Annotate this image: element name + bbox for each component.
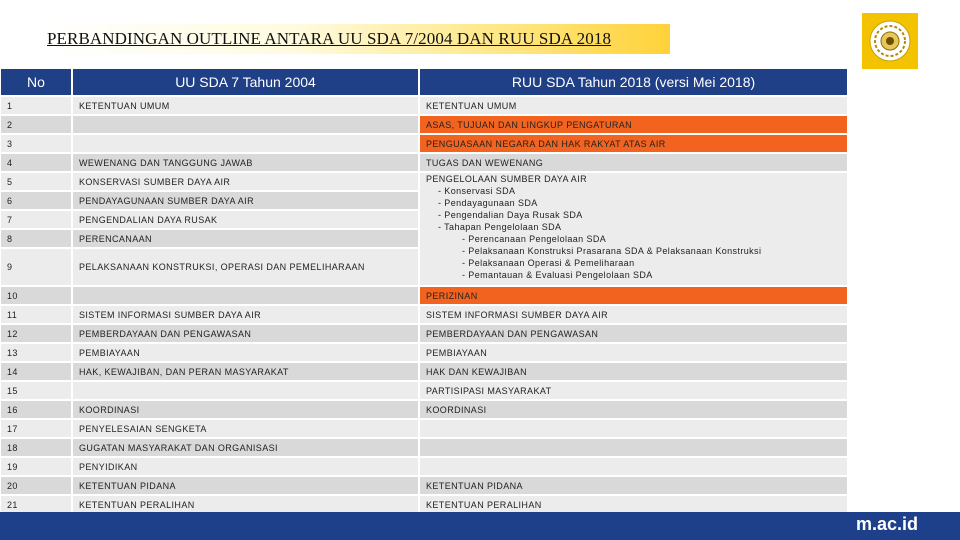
- ruu-cell: [419, 438, 848, 457]
- uu-cell: PERENCANAAN: [72, 229, 419, 248]
- uu-cell: WEWENANG DAN TANGGUNG JAWAB: [72, 153, 419, 172]
- row-number: 12: [0, 324, 72, 343]
- table-row: [0, 438, 848, 457]
- row-number: 17: [0, 419, 72, 438]
- uu-cell: HAK, KEWAJIBAN, DAN PERAN MASYARAKAT: [72, 362, 419, 381]
- outline-comparison-table: [0, 68, 848, 533]
- row-number: 10: [0, 286, 72, 305]
- uu-cell: KETENTUAN UMUM: [72, 96, 419, 115]
- merged-item: - Pendayagunaan SDA: [438, 198, 538, 208]
- header-uu-2004: UU SDA 7 Tahun 2004: [72, 68, 419, 96]
- uu-cell: KETENTUAN PIDANA: [72, 476, 419, 495]
- table-row: [0, 286, 848, 305]
- ruu-cell-highlighted: PENGUASAAN NEGARA DAN HAK RAKYAT ATAS AIR: [419, 134, 848, 153]
- row-number: 3: [0, 134, 72, 153]
- row-number: 4: [0, 153, 72, 172]
- merged-subitem: - Pelaksanaan Operasi & Pemeliharaan: [462, 258, 635, 268]
- merged-item: - Tahapan Pengelolaan SDA: [438, 222, 562, 232]
- merged-title: PENGELOLAAN SUMBER DAYA AIR: [426, 174, 588, 184]
- ruu-cell-highlighted: PERIZINAN: [419, 286, 848, 305]
- uu-cell: GUGATAN MASYARAKAT DAN ORGANISASI: [72, 438, 419, 457]
- row-number: 15: [0, 381, 72, 400]
- table-row: [0, 362, 848, 381]
- ruu-cell: HAK DAN KEWAJIBAN: [419, 362, 848, 381]
- uu-cell: PEMBIAYAAN: [72, 343, 419, 362]
- row-number: 14: [0, 362, 72, 381]
- table-row: [0, 305, 848, 324]
- header-no: No: [0, 68, 72, 96]
- row-number: 9: [0, 248, 72, 286]
- uu-cell: PEMBERDAYAAN DAN PENGAWASAN: [72, 324, 419, 343]
- table-row: [0, 172, 848, 191]
- merged-item: - Pengendalian Daya Rusak SDA: [438, 210, 583, 220]
- uu-cell: [72, 115, 419, 134]
- uu-cell: [72, 134, 419, 153]
- ruu-merged-cell: [419, 172, 848, 286]
- ruu-cell: KETENTUAN PIDANA: [419, 476, 848, 495]
- row-number: 20: [0, 476, 72, 495]
- row-number: 16: [0, 400, 72, 419]
- merged-subitem: - Pemantauan & Evaluasi Pengelolaan SDA: [462, 270, 653, 280]
- row-number: 2: [0, 115, 72, 134]
- table-row: [0, 153, 848, 172]
- merged-item: - Konservasi SDA: [438, 186, 516, 196]
- uu-cell: KOORDINASI: [72, 400, 419, 419]
- uu-cell: PENDAYAGUNAAN SUMBER DAYA AIR: [72, 191, 419, 210]
- footer-bar: [0, 512, 960, 540]
- uu-cell: KETENTUAN PERALIHAN: [72, 495, 419, 514]
- university-seal-icon: [862, 13, 918, 69]
- uu-cell: [72, 286, 419, 305]
- ruu-cell: [419, 419, 848, 438]
- merged-subitem: - Pelaksanaan Konstruksi Prasarana SDA & Pelaksanaan Konstruksi: [462, 246, 762, 256]
- ruu-cell: PEMBERDAYAAN DAN PENGAWASAN: [419, 324, 848, 343]
- ruu-cell: KETENTUAN PERALIHAN: [419, 495, 848, 514]
- footer-domain-text: m.ac.id: [855, 514, 918, 534]
- uu-cell: [72, 381, 419, 400]
- table-row: [0, 400, 848, 419]
- row-number: 5: [0, 172, 72, 191]
- row-number: 7: [0, 210, 72, 229]
- ruu-cell: [419, 457, 848, 476]
- ruu-cell: KOORDINASI: [419, 400, 848, 419]
- table-row: [0, 343, 848, 362]
- uu-cell: SISTEM INFORMASI SUMBER DAYA AIR: [72, 305, 419, 324]
- row-number: 13: [0, 343, 72, 362]
- uu-cell: PENYIDIKAN: [72, 457, 419, 476]
- header-ruu-2018: RUU SDA Tahun 2018 (versi Mei 2018): [419, 68, 848, 96]
- table-row: [0, 324, 848, 343]
- uu-cell: PENYELESAIAN SENGKETA: [72, 419, 419, 438]
- table-row: [0, 115, 848, 134]
- table-row: [0, 381, 848, 400]
- table-row: [0, 96, 848, 115]
- ruu-cell-highlighted: ASAS, TUJUAN DAN LINGKUP PENGATURAN: [419, 115, 848, 134]
- ruu-cell: SISTEM INFORMASI SUMBER DAYA AIR: [419, 305, 848, 324]
- uu-cell: PENGENDALIAN DAYA RUSAK: [72, 210, 419, 229]
- ruu-cell: PARTISIPASI MASYARAKAT: [419, 381, 848, 400]
- table-row: [0, 476, 848, 495]
- ruu-cell: KETENTUAN UMUM: [419, 96, 848, 115]
- uu-cell: KONSERVASI SUMBER DAYA AIR: [72, 172, 419, 191]
- row-number: 21: [0, 495, 72, 514]
- row-number: 6: [0, 191, 72, 210]
- page-title: PERBANDINGAN OUTLINE ANTARA UU SDA 7/2004 DAN RUU SDA 2018: [47, 29, 612, 48]
- merged-subitem: - Perencanaan Pengelolaan SDA: [462, 234, 607, 244]
- row-number: 19: [0, 457, 72, 476]
- row-number: 18: [0, 438, 72, 457]
- row-number: 1: [0, 96, 72, 115]
- ruu-cell: TUGAS DAN WEWENANG: [419, 153, 848, 172]
- table-row: [0, 457, 848, 476]
- uu-cell: PELAKSANAAN KONSTRUKSI, OPERASI DAN PEMELIHARAAN: [72, 248, 419, 286]
- table-row: [0, 419, 848, 438]
- row-number: 11: [0, 305, 72, 324]
- table-row: [0, 134, 848, 153]
- ruu-cell: PEMBIAYAAN: [419, 343, 848, 362]
- row-number: 8: [0, 229, 72, 248]
